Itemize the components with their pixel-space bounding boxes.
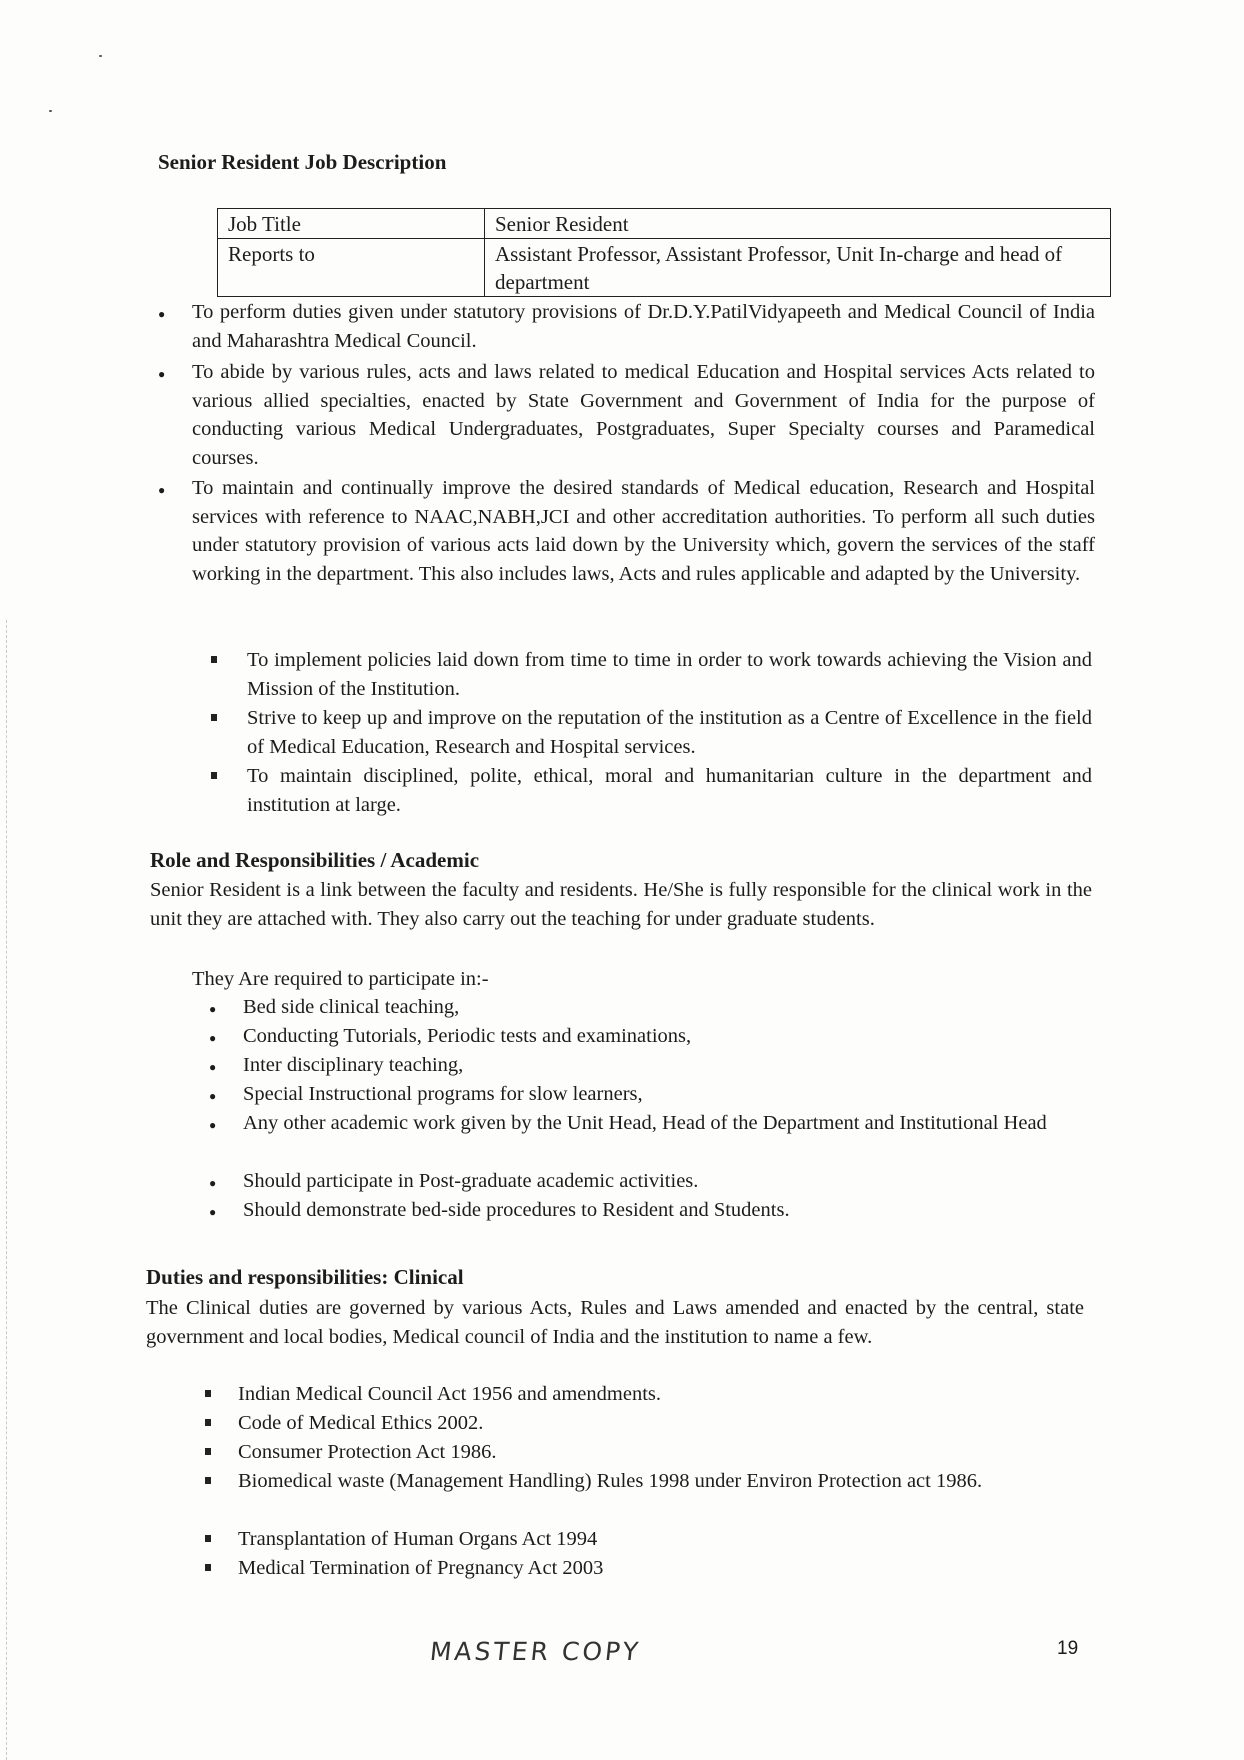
master-copy-stamp: MASTER COPY [428, 1637, 643, 1666]
page-number: 19 [1057, 1638, 1079, 1659]
section-paragraph: Senior Resident is a link between the faculty and residents. He/She is fully responsible for the clinical work in the unit they are attached with. They also carry out the teaching for under graduate students. [150, 879, 1092, 930]
list-item: To implement policies laid down from time to time in order to work towards achieving the Vision and Mission of the Institution. [247, 646, 1092, 703]
scan-speck [49, 110, 52, 112]
list-item: To maintain disciplined, polite, ethical, moral and humanitarian culture in the department and institution at large. [247, 762, 1092, 819]
scan-edge-line [6, 620, 7, 1760]
list-item: ● Inter disciplinary teaching, [243, 1051, 1086, 1080]
table-key: Reports to [218, 239, 485, 297]
section-paragraph: The Clinical duties are governed by various Acts, Rules and Laws amended and enacted by the central, state government and local bodies, Medical council of India and the institution to name a few. [146, 1297, 1084, 1348]
list-item: Transplantation of Human Organs Act 1994 [238, 1525, 1080, 1554]
list-item: ● Special Instructional programs for slow learners, [243, 1080, 1086, 1109]
scan-speck [99, 55, 102, 57]
list-item: Biomedical waste (Management Handling) Rules 1998 under Environ Protection act 1986. [238, 1467, 1080, 1496]
list-item: ● To abide by various rules, acts and laws related to medical Education and Hospital services Acts related to various allied specialties, enacted by State Government and Government of India for the purpose of conducting various Medical Undergraduates, Postgraduates, Super Specialty courses and Paramedical courses. [192, 358, 1095, 472]
list-item: Code of Medical Ethics 2002. [238, 1409, 1080, 1438]
list-item: Strive to keep up and improve on the reputation of the institution as a Centre of Excellence in the field of Medical Education, Research and Hospital services. [247, 704, 1092, 761]
list-item: ● To maintain and continually improve the desired standards of Medical education, Research and Hospital services with reference to NAAC,NABH,JCI and other accreditation authorities. To perform all such duties under statutory provision of various acts laid down by the University which, govern the services of the staff working in the department. This also includes laws, Acts and rules applicable and adapted by the University. [192, 474, 1095, 588]
list-item: ● Should participate in Post-graduate academic activities. [243, 1167, 1086, 1196]
list-item: ● To perform duties given under statutory provisions of Dr.D.Y.PatilVidyapeeth and Medical Council of India and Maharashtra Medical Council. [192, 298, 1095, 355]
list-item: ● Any other academic work given by the Unit Head, Head of the Department and Institutional Head [243, 1109, 1086, 1138]
table-value: Assistant Professor, Assistant Professor, Unit In-charge and head of department [485, 239, 1111, 297]
section-heading: Duties and responsibilities: Clinical [146, 1265, 464, 1289]
list-item: ● Should demonstrate bed-side procedures to Resident and Students. [243, 1196, 1086, 1225]
job-info-table [217, 208, 1111, 297]
list-lead: They Are required to participate in:- [192, 968, 489, 990]
table-row [218, 209, 1111, 239]
list-item: Medical Termination of Pregnancy Act 2003 [238, 1554, 1080, 1583]
list-item: Consumer Protection Act 1986. [238, 1438, 1080, 1467]
list-item: ● Bed side clinical teaching, [243, 993, 1086, 1022]
document-title: Senior Resident Job Description [158, 150, 447, 174]
list-item: ● Conducting Tutorials, Periodic tests and examinations, [243, 1022, 1086, 1051]
table-key: Job Title [218, 209, 485, 239]
list-item: Indian Medical Council Act 1956 and amendments. [238, 1380, 1080, 1409]
section-heading: Role and Responsibilities / Academic [150, 848, 480, 872]
table-value: Senior Resident [485, 209, 1111, 239]
table-row [218, 239, 1111, 297]
